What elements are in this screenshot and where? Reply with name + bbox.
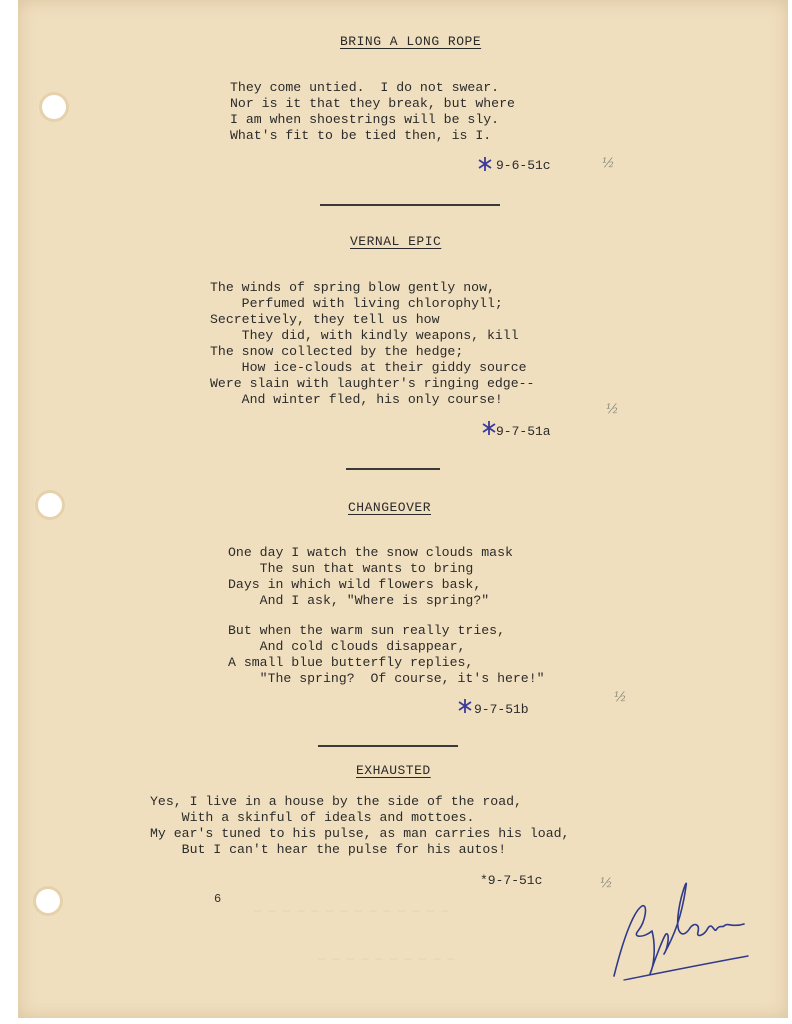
- poem-line: "The spring? Of course, it's here!": [228, 671, 545, 686]
- poem-line: And winter fled, his only course!: [210, 392, 503, 407]
- asterisk-mark-icon: [482, 420, 496, 436]
- poem-title: EXHAUSTED: [356, 763, 431, 778]
- bleed-through: — — — — — — — — — — — — — —: [254, 904, 449, 918]
- poem-line: They did, with kindly weapons, kill: [210, 328, 519, 343]
- poem-line: The sun that wants to bring: [228, 561, 474, 576]
- pencil-mark: ½: [614, 690, 627, 705]
- poem-body: [228, 545, 545, 687]
- poem-line: The winds of spring blow gently now,: [210, 280, 495, 295]
- poem-body: [210, 280, 534, 408]
- pencil-mark: ½: [606, 402, 619, 417]
- poem-line: Days in which wild flowers bask,: [228, 577, 482, 592]
- poem-line: Perfumed with living chlorophyll;: [210, 296, 503, 311]
- pencil-mark: ½: [600, 876, 613, 891]
- poem-body: [150, 794, 569, 858]
- poem-line: A small blue butterfly replies,: [228, 655, 474, 670]
- document-page: [18, 0, 788, 1018]
- pencil-mark: ½: [602, 156, 615, 171]
- poem-line: They come untied. I do not swear.: [230, 80, 500, 95]
- poem-title: BRING A LONG ROPE: [340, 34, 482, 49]
- punch-hole-top: [42, 95, 66, 119]
- poem-line: The snow collected by the hedge;: [210, 344, 464, 359]
- poem-title: VERNAL EPIC: [350, 234, 442, 249]
- asterisk-mark-icon: [458, 698, 472, 714]
- poem-line: I am when shoestrings will be sly.: [230, 112, 500, 127]
- poem-line: One day I watch the snow clouds mask: [228, 545, 513, 560]
- poem-line: Were slain with laughter's ringing edge--: [210, 376, 535, 391]
- section-divider: [346, 468, 440, 470]
- poem-line: [228, 609, 545, 623]
- date-code: 9-7-51b: [474, 702, 529, 717]
- poem-line: How ice-clouds at their giddy source: [210, 360, 527, 375]
- date-code: *9-7-51c: [480, 873, 543, 888]
- poem-line: And I ask, "Where is spring?": [228, 593, 490, 608]
- section-divider: [318, 745, 458, 747]
- poem-title: CHANGEOVER: [348, 500, 432, 515]
- punch-hole-middle: [38, 493, 62, 517]
- page-number: 6: [214, 892, 222, 906]
- date-code: 9-6-51c: [496, 158, 551, 173]
- date-code: 9-7-51a: [496, 424, 551, 439]
- poem-line: What's fit to be tied then, is I.: [230, 128, 492, 143]
- punch-hole-bottom: [36, 889, 60, 913]
- poem-line: But when the warm sun really tries,: [228, 623, 505, 638]
- section-divider: [320, 204, 500, 206]
- signature-icon: [604, 876, 754, 986]
- poem-body: [230, 80, 515, 144]
- poem-line: My ear's tuned to his pulse, as man carries his load,: [150, 826, 570, 841]
- poem-line: Nor is it that they break, but where: [230, 96, 515, 111]
- poem-line: And cold clouds disappear,: [228, 639, 466, 654]
- poem-line: But I can't hear the pulse for his autos!: [150, 842, 507, 857]
- poem-line: Secretively, they tell us how: [210, 312, 440, 327]
- asterisk-mark-icon: [478, 156, 492, 172]
- poem-line: Yes, I live in a house by the side of the road,: [150, 794, 522, 809]
- poem-line: With a skinful of ideals and mottoes.: [150, 810, 475, 825]
- bleed-through: — — — — — — — — — —: [318, 952, 455, 966]
